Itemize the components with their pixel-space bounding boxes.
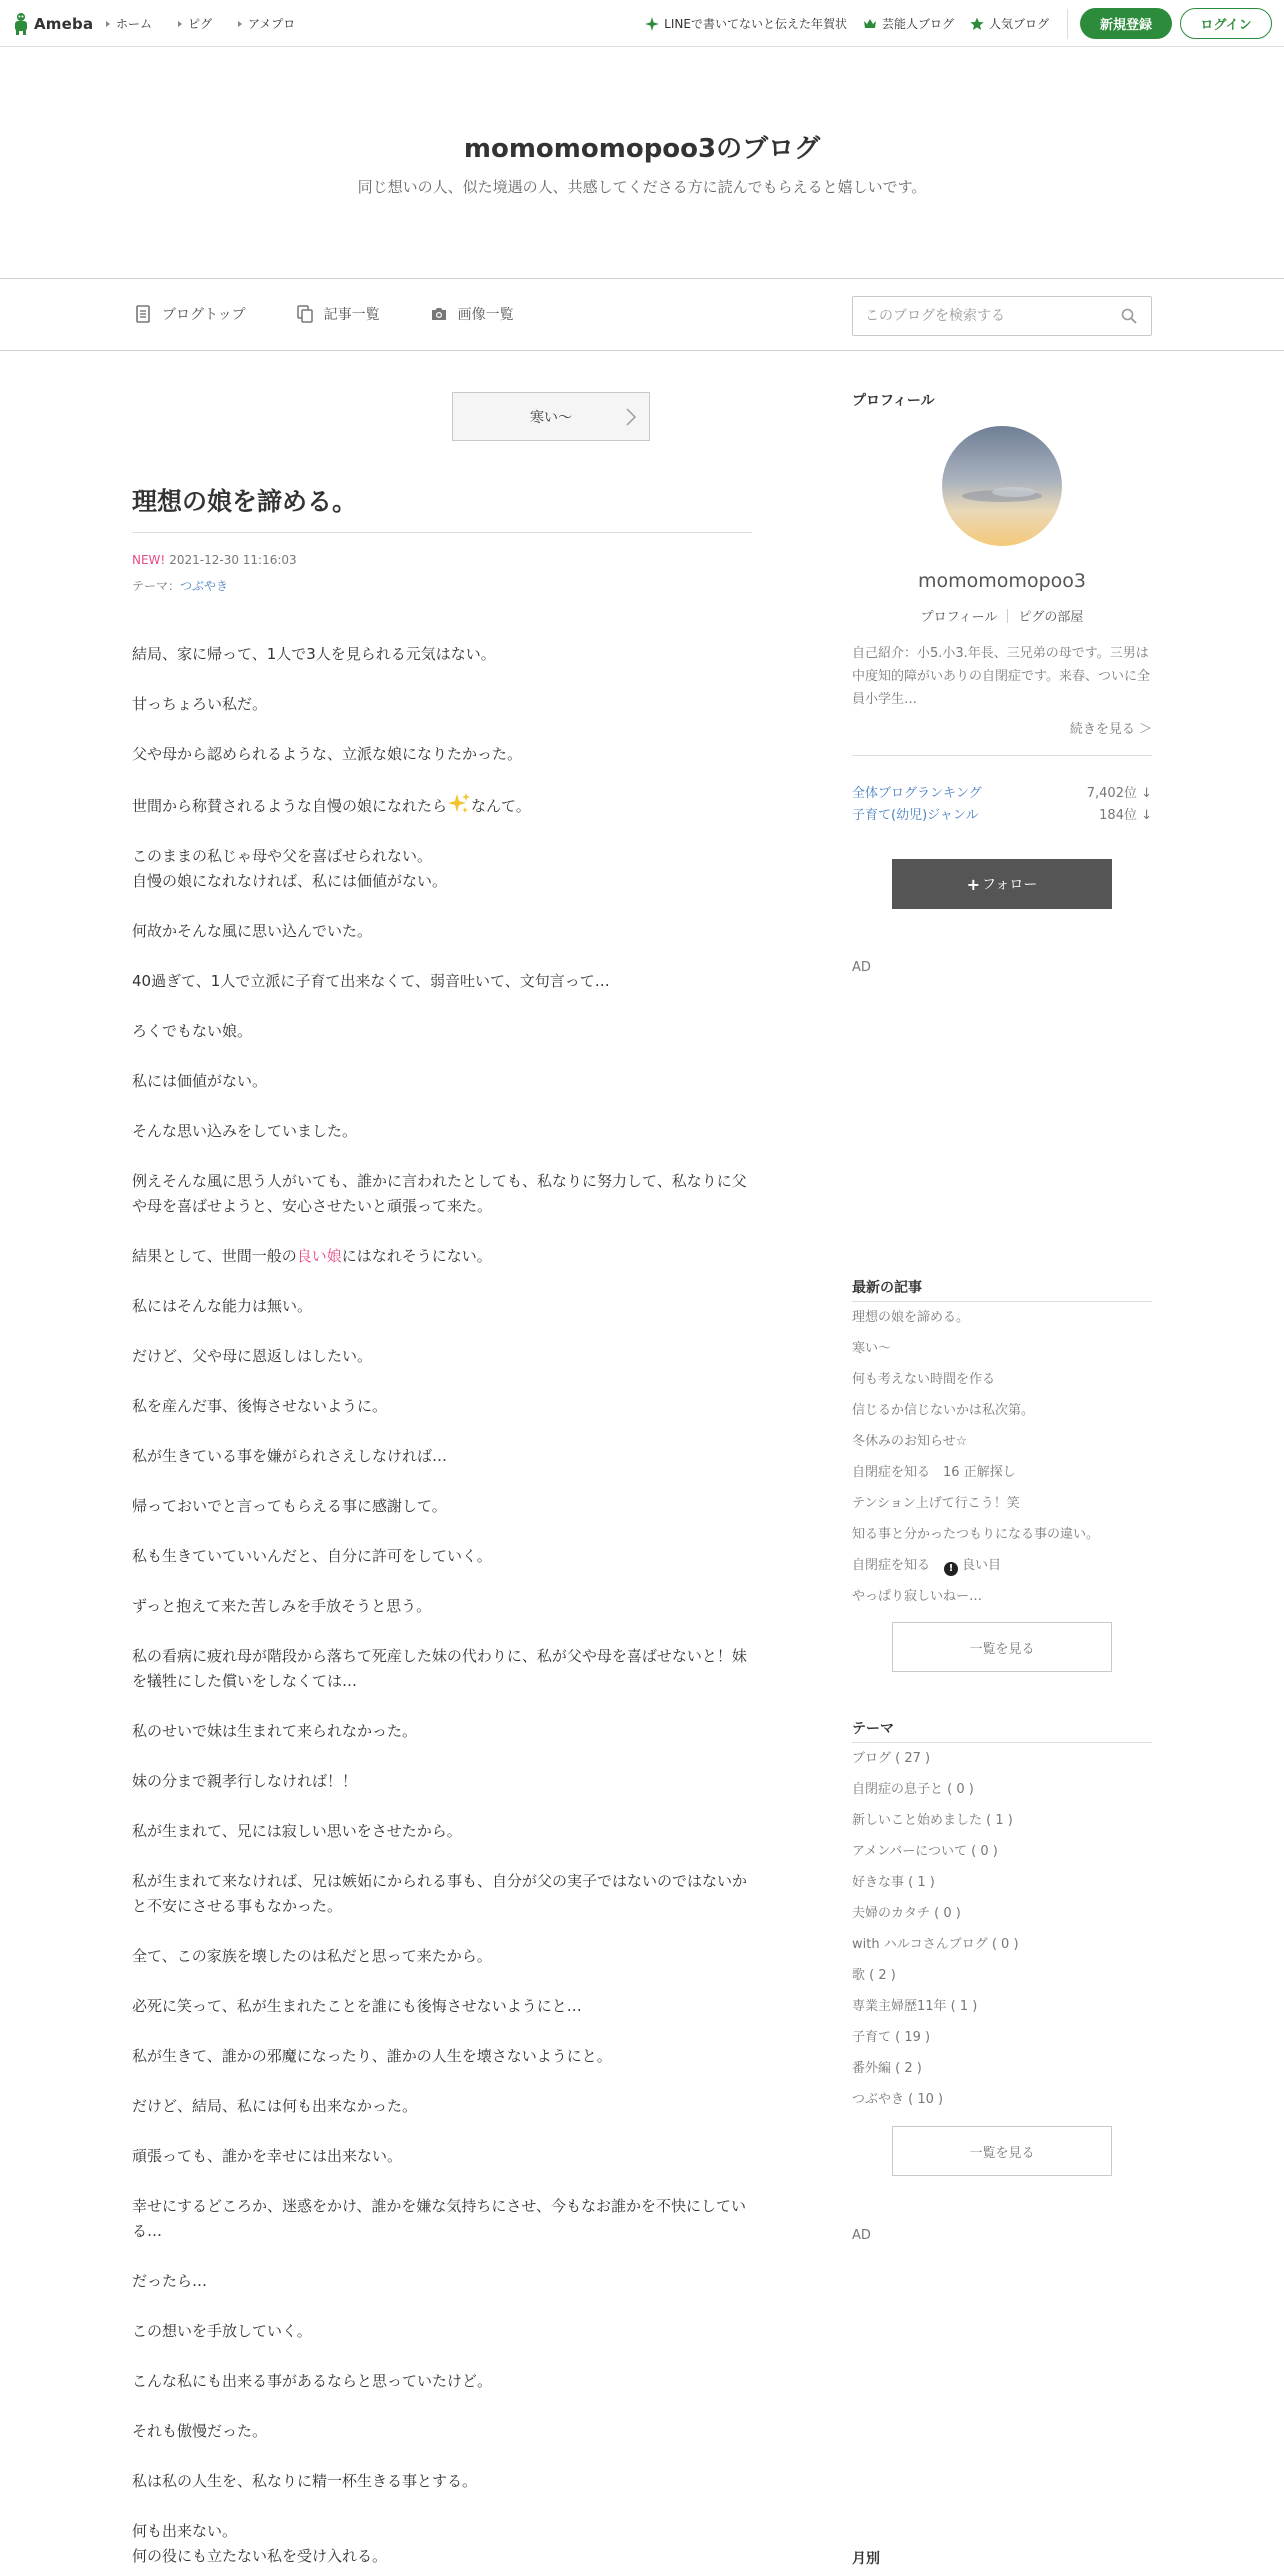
nav-pigg[interactable] bbox=[178, 15, 212, 32]
paragraph: そんな思い込みをしていました。 bbox=[132, 1122, 358, 1140]
ameba-logo[interactable] bbox=[12, 12, 93, 36]
ranking-overall-value: 7,402位 ↓ bbox=[1086, 786, 1152, 801]
nav-home[interactable] bbox=[106, 15, 152, 32]
ranking-genre-value: 184位 ↓ bbox=[1099, 808, 1152, 823]
paragraph: 私が生まれて来なければ、兄は嫉妬にかられる事も、自分が父の実子ではないのではないかと不安にさせる事もなかった。 bbox=[132, 1872, 748, 1915]
crown-icon bbox=[863, 17, 877, 31]
theme-item[interactable]: 専業主婦歴11年 ( 1 ) bbox=[852, 1999, 978, 2014]
paragraph: 私が生きている事を嫌がられさえしなければ… bbox=[132, 1447, 448, 1465]
paragraph: だけど、父や母に恩返しはしたい。 bbox=[132, 1347, 373, 1365]
paragraph: 私にはそんな能力は無い。 bbox=[132, 1297, 313, 1315]
paragraph: 甘っちょろい私だ。 bbox=[132, 695, 268, 713]
paragraph-line: 何の役にも立たない私を受け入れる。 bbox=[132, 2547, 388, 2565]
article-body bbox=[132, 642, 752, 2568]
search-input[interactable] bbox=[853, 297, 1103, 335]
paragraph: 私には価値がない。 bbox=[132, 1072, 268, 1090]
recent-list bbox=[852, 1302, 1152, 1612]
ranking-genre-label[interactable]: 子育て(幼児)ジャンル bbox=[852, 808, 979, 823]
nav-home-label: ホーム bbox=[116, 17, 153, 31]
follow-label: フォロー bbox=[982, 877, 1038, 893]
paragraph: 必死に笑って、私が生まれたことを誰にも後悔させないようにと… bbox=[132, 1997, 582, 2015]
paragraph: 私が生きて、誰かの邪魔になったり、誰かの人生を壊さないようにと。 bbox=[132, 2047, 612, 2065]
theme-link[interactable]: つぶやき bbox=[180, 579, 229, 593]
link-celebrity-blog-label: 芸能人ブログ bbox=[881, 17, 954, 31]
paragraph-line: このままの私じゃ母や父を喜ばせられない。 bbox=[132, 847, 433, 865]
global-nav bbox=[106, 15, 295, 32]
paragraph: 帰っておいでと言ってもらえる事に感謝して。 bbox=[132, 1497, 447, 1515]
menu-blog-top-label: ブログトップ bbox=[162, 307, 246, 323]
article-datetime: 2021-12-30 11:16:03 bbox=[169, 553, 297, 567]
plus-icon: + bbox=[966, 874, 981, 894]
profile-heading: プロフィール bbox=[852, 393, 935, 409]
ad-label: AD bbox=[852, 2228, 871, 2243]
blog-description: 同じ想いの人、似た境遇の人、共感してくださる方に読んでもらえると嬉しいです。 bbox=[357, 178, 927, 196]
menu-image-list-label: 画像一覧 bbox=[457, 307, 514, 323]
recent-item-text: 自閉症を知る bbox=[852, 1558, 931, 1573]
paragraph: ずっと抱えて来た苦しみを手放そうと思う。 bbox=[132, 1597, 432, 1615]
paragraph: 妹の分まで親孝行しなければ！！ bbox=[132, 1772, 358, 1790]
theme-item[interactable]: 新しいこと始めました ( 1 ) bbox=[852, 1813, 1013, 1828]
profile-link[interactable]: プロフィール bbox=[920, 610, 998, 625]
paragraph: 私は私の人生を、私なりに精一杯生きる事とする。 bbox=[132, 2472, 478, 2490]
paragraph: 幸せにするどころか、迷惑をかけ、誰かを嫌な気持ちにさせ、今もなお誰かを不快にしている… bbox=[132, 2197, 746, 2240]
header-divider bbox=[1067, 9, 1068, 39]
recent-item[interactable]: 自閉症を知る 16 正解探し bbox=[852, 1465, 1016, 1480]
global-header bbox=[0, 0, 1284, 47]
paragraph-text: なんて。 bbox=[471, 797, 531, 815]
new-badge: NEW! bbox=[132, 553, 166, 567]
previous-article-button[interactable] bbox=[452, 392, 650, 441]
paragraph-text: にはなれそうにない。 bbox=[341, 1247, 492, 1265]
paragraph: ろくでもない娘。 bbox=[132, 1022, 253, 1040]
nav-pigg-label: ピグ bbox=[188, 17, 213, 31]
paragraph bbox=[132, 792, 752, 819]
recent-item[interactable]: 理想の娘を諦める。 bbox=[852, 1310, 970, 1325]
sparkle-emoji-icon bbox=[447, 792, 471, 816]
profile-name[interactable]: momomomopoo3 bbox=[918, 570, 1086, 592]
theme-item[interactable]: 番外編 ( 2 ) bbox=[852, 2061, 922, 2076]
register-button[interactable]: 新規登録 bbox=[1080, 8, 1172, 39]
blog-menu bbox=[0, 278, 1284, 351]
paragraph bbox=[132, 1244, 752, 1269]
pig-room-link[interactable]: ピグの部屋 bbox=[1018, 610, 1084, 625]
menu-blog-top[interactable] bbox=[134, 304, 246, 324]
recent-item[interactable]: やっぱり寂しいねー… bbox=[852, 1589, 983, 1604]
paragraph: 私も生きていていいんだと、自分に許可をしていく。 bbox=[132, 1547, 492, 1565]
themes-list-more-button[interactable]: 一覧を見る bbox=[892, 2126, 1112, 2176]
follow-button[interactable] bbox=[892, 859, 1112, 909]
article-title[interactable]: 理想の娘を諦める。 bbox=[132, 487, 358, 516]
link-popular-blog[interactable] bbox=[970, 8, 1049, 39]
profile-links bbox=[852, 606, 1152, 625]
profile-intro: 自己紹介：小5.小3.年長、三兄弟の母です。三男は中度知的障がいありの自閉症です。来春、ついに全員小学生… bbox=[852, 646, 1150, 707]
header-right bbox=[645, 8, 1272, 39]
recent-item[interactable]: 知る事と分かったつもりになる事の違い。 bbox=[852, 1527, 1100, 1542]
ad-label: AD bbox=[852, 960, 871, 975]
ranking-overall bbox=[852, 782, 1152, 801]
paragraph: 私を産んだ事、後悔させないように。 bbox=[132, 1397, 388, 1415]
article-meta bbox=[132, 553, 297, 567]
paragraph: 私が生まれて、兄には寂しい思いをさせたから。 bbox=[132, 1822, 462, 1840]
recent-item[interactable]: 冬休みのお知らせ☆ bbox=[852, 1434, 968, 1449]
paragraph: 私の看病に疲れ母が階段から落ちて死産した妹の代わりに、私が父や母を喜ばせないと！妹を犠牲にした償いをしなくては… bbox=[132, 1647, 747, 1690]
title-divider bbox=[132, 532, 752, 533]
paragraph: 全て、この家族を壊したのは私だと思って来たから。 bbox=[132, 1947, 492, 1965]
theme-item[interactable]: ブログ ( 27 ) bbox=[852, 1751, 931, 1766]
blog-header bbox=[0, 48, 1284, 278]
recent-item[interactable]: 信じるか信じないかは私次第。 bbox=[852, 1403, 1035, 1418]
paragraph: 例えそんな風に思う人がいても、誰かに言われたとしても、私なりに努力して、私なりに父や母を喜ばせようと、安心させたいと頑張って来た。 bbox=[132, 1172, 747, 1215]
previous-article-label: 寒い〜 bbox=[530, 409, 572, 426]
highlighted-text: 良い娘 bbox=[296, 1247, 342, 1265]
link-new-year-card-label: LINEで書いてないと伝えた年賀状 bbox=[664, 17, 847, 31]
recent-item[interactable]: 寒い〜 bbox=[852, 1341, 892, 1356]
profile-divider bbox=[852, 755, 1152, 756]
ameba-logo-text: Ameba bbox=[34, 15, 94, 33]
paragraph: だけど、結局、私には何も出来なかった。 bbox=[132, 2097, 418, 2115]
theme-item[interactable]: 歌 ( 2 ) bbox=[852, 1968, 896, 1983]
search-icon[interactable] bbox=[1121, 308, 1137, 324]
star-icon bbox=[970, 17, 984, 31]
monthly-heading: 月別 bbox=[852, 2551, 880, 2567]
paragraph: それも傲慢だった。 bbox=[132, 2422, 268, 2440]
avatar[interactable] bbox=[942, 426, 1062, 546]
link-divider bbox=[1007, 609, 1008, 623]
copy-icon bbox=[296, 305, 314, 323]
paragraph bbox=[132, 2519, 752, 2568]
recent-item[interactable]: 何も考えない時間を作る bbox=[852, 1372, 996, 1387]
paragraph: だったら… bbox=[132, 2272, 208, 2290]
paragraph: 父や母から認められるような、立派な娘になりたかった。 bbox=[132, 745, 523, 763]
theme-prefix: テーマ： bbox=[132, 579, 181, 593]
theme-item[interactable]: 好きな事 ( 1 ) bbox=[852, 1875, 935, 1890]
document-icon bbox=[134, 305, 152, 323]
read-more-link[interactable]: 続きを見る ＞ bbox=[1069, 722, 1152, 737]
login-button[interactable]: ログイン bbox=[1180, 8, 1272, 39]
recent-list-more-button[interactable]: 一覧を見る bbox=[892, 1622, 1112, 1672]
link-popular-blog-label: 人気ブログ bbox=[988, 17, 1049, 31]
link-new-year-card[interactable] bbox=[645, 8, 847, 39]
recent-item[interactable] bbox=[852, 1550, 1152, 1581]
nav-amepro-label: アメプロ bbox=[248, 17, 296, 31]
themes-list bbox=[852, 1743, 1152, 2115]
paragraph: 40過ぎて、1人で立派に子育て出来なくて、弱音吐いて、文句言って… bbox=[132, 972, 610, 990]
blog-menu-items bbox=[134, 304, 514, 324]
recent-item[interactable]: テンション上げて行こう！笑 bbox=[852, 1496, 1020, 1511]
paragraph-text: 結果として、世間一般の bbox=[132, 1247, 297, 1265]
article-theme bbox=[132, 577, 228, 594]
sparkle-icon bbox=[645, 17, 659, 31]
menu-article-list[interactable] bbox=[296, 304, 380, 324]
ranking-overall-label[interactable]: 全体ブログランキング bbox=[852, 786, 982, 801]
menu-image-list[interactable] bbox=[430, 304, 514, 324]
theme-item[interactable]: with ハルコさんブログ ( 0 ) bbox=[852, 1937, 1019, 1952]
paragraph bbox=[132, 844, 752, 894]
theme-item[interactable]: 夫婦のカタチ ( 0 ) bbox=[852, 1906, 961, 1921]
paragraph: この想いを手放していく。 bbox=[132, 2322, 312, 2340]
exclamation-icon: ! bbox=[944, 1562, 958, 1576]
chevron-right-icon bbox=[625, 408, 637, 426]
themes-heading: テーマ bbox=[852, 1721, 894, 1737]
ranking-genre bbox=[852, 804, 1152, 823]
triangle-icon bbox=[238, 21, 242, 27]
theme-item[interactable]: 子育て ( 19 ) bbox=[852, 2030, 931, 2045]
blog-title[interactable]: momomomopoo3のブログ bbox=[463, 134, 821, 164]
recent-heading: 最新の記事 bbox=[852, 1280, 922, 1296]
paragraph: 何故かそんな風に思い込んでいた。 bbox=[132, 922, 373, 940]
paragraph: 結局、家に帰って、1人で3人を見られる元気はない。 bbox=[132, 645, 496, 663]
link-celebrity-blog[interactable] bbox=[863, 8, 954, 39]
paragraph-line: 何も出来ない。 bbox=[132, 2522, 238, 2540]
paragraph-text: 世間から称賛されるような自慢の娘になれたら bbox=[132, 797, 448, 815]
triangle-icon bbox=[106, 21, 110, 27]
camera-icon bbox=[430, 305, 448, 323]
theme-item[interactable]: アメンバーについて ( 0 ) bbox=[852, 1844, 998, 1859]
triangle-icon bbox=[178, 21, 182, 27]
ameba-logo-icon bbox=[12, 12, 30, 36]
theme-item[interactable]: つぶやき ( 10 ) bbox=[852, 2092, 944, 2107]
avatar-sky-image bbox=[942, 426, 1062, 546]
paragraph-line: 自慢の娘になれなければ、私には価値がない。 bbox=[132, 872, 448, 890]
blog-search bbox=[852, 296, 1152, 336]
paragraph: 私のせいで妹は生まれて来られなかった。 bbox=[132, 1722, 418, 1740]
paragraph: こんな私にも出来る事があるならと思っていたけど。 bbox=[132, 2372, 493, 2390]
paragraph: 頑張っても、誰かを幸せには出来ない。 bbox=[132, 2147, 403, 2165]
recent-item-text: 良い目 bbox=[962, 1558, 1002, 1573]
theme-item[interactable]: 自閉症の息子と ( 0 ) bbox=[852, 1782, 974, 1797]
nav-amepro[interactable] bbox=[238, 15, 295, 32]
menu-article-list-label: 記事一覧 bbox=[323, 307, 380, 323]
